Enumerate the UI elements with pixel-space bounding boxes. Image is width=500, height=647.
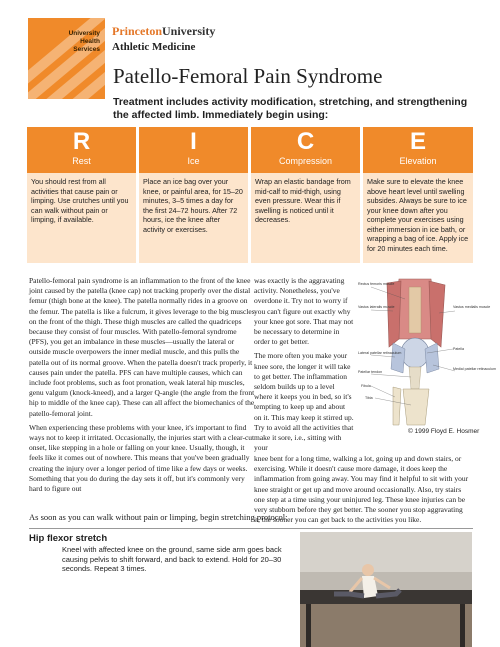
logo-line-1: University: [68, 30, 100, 37]
body-paragraph: was exactly is the aggravating activity. Nonetheless, you've overdone it. Try not to worry if you can't figure out exactly why your knee got sore. That may not be necessary to determine in order to get better.: [254, 276, 354, 347]
rice-word: Elevation: [399, 156, 437, 166]
rice-text: You should rest from all activities that cause pain or limping. Use crutches until you can walk without pain or limping, if available.: [27, 173, 136, 263]
hip-flexor-stretch-title: Hip flexor stretch: [29, 533, 108, 544]
body-left-column: [29, 276, 255, 498]
university-health-services-logo: [28, 18, 105, 99]
rice-word: Ice: [187, 156, 200, 166]
label-vastus-lateralis: Vastus lateralis muscle: [358, 305, 395, 309]
stretching-intro: As soon as you can walk without pain or limping, begin stretching protocol:: [29, 512, 288, 522]
body-right-column: [254, 276, 354, 457]
label-medial-patellar-retinaculum: Medial patellar retinaculum: [453, 367, 496, 371]
logo-line-2: Health: [80, 38, 100, 45]
body-paragraph: When experiencing these problems with your knee, it's important to find ways not to keep it irritated. Occasionally, the injuries start with a clear-cut onset, like stepping in a hole or falling on your knee. Usually, though, it feels like it comes out of nowhere. This means that you've been gradually creating the injury over a longer period of time like a few days or weeks. Something that you do during the day sets it off, but it's commonly very hard to figure out: [29, 422, 255, 494]
rice-column-elevation: [363, 127, 473, 263]
rice-header: [251, 127, 360, 173]
hip-flexor-stretch-description: Kneel with affected knee on the ground, same side arm goes back causing pelvis to shift forward, and back to extend. Hold for 20–30 seconds. Repeat 3 times.: [62, 545, 282, 573]
brand-name: [112, 24, 215, 39]
rice-table: [27, 127, 473, 263]
rice-text: Place an ice bag over your knee, or painful area, for 15–20 minutes, 3–5 times a day for the first 24–72 hours. After 72 hours, ice the knee after activity or exercises.: [139, 173, 248, 263]
rice-word: Compression: [278, 156, 333, 166]
figure-credit: © 1999 Floyd E. Hosmer: [408, 428, 480, 435]
page-title: Patello-Femoral Pain Syndrome: [113, 64, 383, 88]
rice-word: Rest: [72, 156, 91, 166]
knee-anatomy-illustration: [357, 277, 496, 427]
logo-text: [69, 30, 100, 54]
logo-line-3: Services: [73, 46, 100, 53]
label-patella: Patella: [453, 347, 464, 351]
rice-column-rest: [27, 127, 136, 263]
label-vastus-medialis: Vastus medialis muscle: [453, 305, 491, 309]
body-right-column-wide: knee bent for a long time, walking a lot, going up and down stairs, or exercising. While it doesn't cause more damage, it does keep the inflammation from going away. You may find it helpful to sit with your knee straight or get up and move around occasionally. Also, try stairs one step at a time using your uninjured leg. These knee injuries can be very stubborn before they get better. The sooner you stop aggravating it, the sooner you can get back to the activities you like.: [254, 454, 469, 525]
label-tibia: Tibia: [365, 396, 373, 400]
label-fibula: Fibula: [361, 384, 371, 388]
department-name: Athletic Medicine: [112, 41, 196, 53]
stretch-photo-drawing: [300, 532, 472, 647]
rice-header: [27, 127, 136, 173]
rice-text: Wrap an elastic bandage from mid-calf to mid-thigh, using even pressure. Wear this if swelling is noticed until it decreases.: [251, 173, 360, 263]
rice-letter: E: [409, 128, 426, 155]
page-subtitle: Treatment includes activity modification, stretching, and strengthening the affected limb. Immediately begin using:: [113, 96, 468, 121]
section-divider: [29, 528, 473, 529]
label-patellar-tendon: Patellar tendon: [358, 370, 383, 374]
label-lateral-patellar-retinaculum: Lateral patellar retinaculum: [358, 351, 402, 355]
rice-header: [139, 127, 248, 173]
rice-letter: R: [72, 128, 91, 155]
body-paragraph: Patello-femoral pain syndrome is an inflammation to the front of the knee joint caused by the patella (knee cap) not tracking properly over the distal femur (thigh bone at the knee). The patella normally rides in a groove on the femur. The patella is like a fulcrum, it gives leverage to the big muscles on the front of the thigh. These thigh muscles are called the quadriceps because they consist of four muscles. With patello-femoral syndrome (PFS), you get an imbalance in these muscles—usually the lateral or outside muscle overpowers the inner medial muscle, and this pulls the patella out of its normal groove. When the patella doesn't track properly, it causes pain under the patella. PFS can have multiple causes, which can include foot problems, such as foot pronation, weak lateral hip muscles, genu valgum (knock-kneed), and a larger Q-angle (the angle from the front hip to middle of the knee cap). These can all affect the biomechanics of the patello-femoral joint.: [29, 276, 255, 418]
label-rectus-femoris: Rectus femoris muscle: [358, 282, 395, 286]
rice-header: [363, 127, 473, 173]
rice-letter: C: [296, 128, 315, 155]
rice-column-compression: [251, 127, 360, 263]
brand-part-1: Princeton: [112, 24, 162, 38]
rice-letter: I: [190, 128, 197, 155]
rice-column-ice: [139, 127, 248, 263]
hip-flexor-stretch-photo: [300, 532, 472, 647]
body-paragraph: The more often you make your knee sore, the longer it will take to get better. The inflammation seldom builds up to a level where it keeps you in bed, so it's tempting to keep up and about on it. This may keep it stirred up. Try to avoid all the activities that make it sore, i.e., sitting with your: [254, 351, 354, 453]
brand-part-2: University: [162, 24, 216, 38]
rice-text: Make sure to elevate the knee above heart level until swelling subsides. Always be sure to ice your knee down after you complete your exercises using either immersion in ice bath, or wrapping a bag of ice. Apply ice for 20 minutes each time.: [363, 173, 473, 263]
